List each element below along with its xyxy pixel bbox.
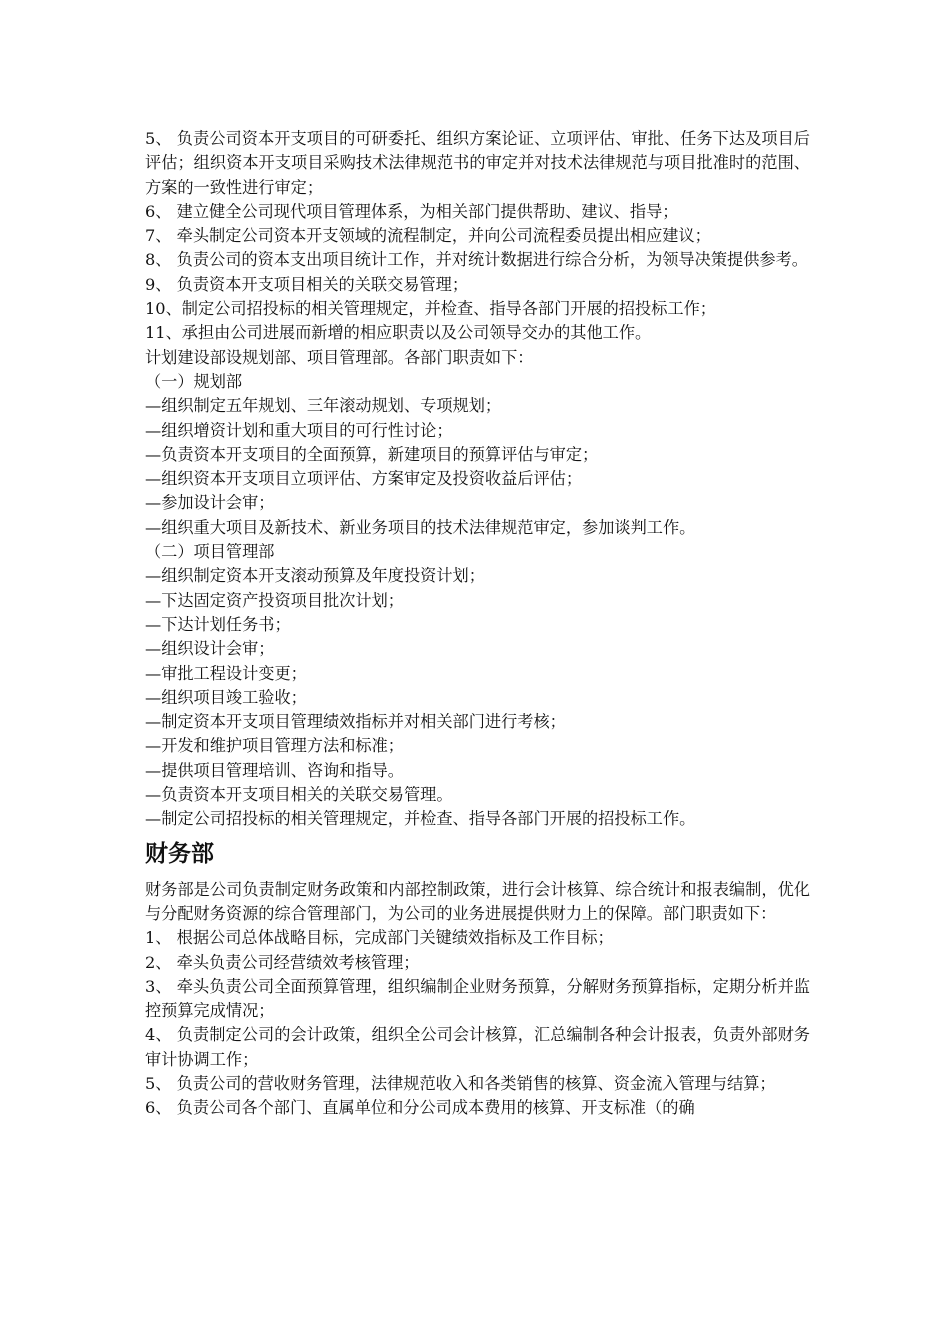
list-item: —组织增资计划和重大项目的可行性讨论； <box>145 420 453 440</box>
department-intro: 计划建设部设规划部、项目管理部。各部门职责如下： <box>145 347 534 367</box>
list-item: —审批工程设计变更； <box>145 663 307 683</box>
list-item: 3、 牵头负责公司全面预算管理，组织编制企业财务预算，分解财务预算指标，定期分析并监控预算完成情况； <box>145 976 810 1021</box>
list-item: 5、 负责公司资本开支项目的可研委托、组织方案论证、立项评估、审批、任务下达及项目后评估；组织资本开支项目采购技术法律规范书的审定并对技术法律规范与项目批准时的范围、方案的一致性进行审定； <box>145 129 810 197</box>
list-item: 6、 建立健全公司现代项目管理体系，为相关部门提供帮助、建议、指导； <box>145 201 679 221</box>
list-item: 1、 根据公司总体战略目标，完成部门关键绩效指标及工作目标； <box>145 928 614 948</box>
list-item: 6、 负责公司各个部门、直属单位和分公司成本费用的核算、开支标准（的确 <box>145 1098 695 1118</box>
list-item: —组织设计会审； <box>145 639 275 659</box>
list-item: —负责资本开支项目相关的关联交易管理。 <box>145 785 453 805</box>
subsection-title-project-management: （二）项目管理部 <box>145 542 275 562</box>
finance-intro: 财务部是公司负责制定财务政策和内部控制政策，进行会计核算、综合统计和报表编制，优化与分配财务资源的综合管理部门，为公司的业务进展提供财力上的保障。部门职责如下： <box>145 879 810 923</box>
list-item: 7、 牵头制定公司资本开支领域的流程制定，并向公司流程委员提出相应建议； <box>145 226 711 246</box>
list-item: 8、 负责公司的资本支出项目统计工作，并对统计数据进行综合分析，为领导决策提供参考。 <box>145 250 808 270</box>
list-item: —开发和维护项目管理方法和标准； <box>145 736 404 756</box>
list-item: 5、 负责公司的营收财务管理，法律规范收入和各类销售的核算、资金流入管理与结算； <box>145 1073 776 1093</box>
list-item: —组织项目竣工验收； <box>145 687 307 707</box>
list-item: —组织制定五年规划、三年滚动规划、专项规划； <box>145 396 502 416</box>
subsection-title-planning: （一）规划部 <box>145 371 243 391</box>
list-item: —下达固定资产投资项目批次计划； <box>145 590 404 610</box>
document-page <box>145 127 810 1121</box>
list-item: —参加设计会审； <box>145 493 275 513</box>
list-item: —提供项目管理培训、咨询和指导。 <box>145 760 404 780</box>
list-item: —组织制定资本开支滚动预算及年度投资计划； <box>145 566 485 586</box>
list-item: —制定资本开支项目管理绩效指标并对相关部门进行考核； <box>145 712 566 732</box>
list-item: —组织重大项目及新技术、新业务项目的技术法律规范审定，参加谈判工作。 <box>145 517 696 537</box>
list-item: 2、 牵头负责公司经营绩效考核管理； <box>145 952 420 972</box>
list-item: —负责资本开支项目的全面预算，新建项目的预算评估与审定； <box>145 444 599 464</box>
section-heading-finance: 财务部 <box>145 840 214 867</box>
list-item: 4、 负责制定公司的会计政策，组织全公司会计核算，汇总编制各种会计报表，负责外部财务审计协调工作； <box>145 1025 810 1069</box>
list-item: 10、制定公司招投标的相关管理规定，并检查、指导各部门开展的招投标工作； <box>145 299 716 319</box>
list-item: —组织资本开支项目立项评估、方案审定及投资收益后评估； <box>145 469 583 489</box>
list-item: 9、 负责资本开支项目相关的关联交易管理； <box>145 274 469 294</box>
list-item: —下达计划任务书； <box>145 614 291 634</box>
list-item: 11、承担由公司进展而新增的相应职责以及公司领导交办的其他工作。 <box>145 323 652 343</box>
list-item: —制定公司招投标的相关管理规定，并检查、指导各部门开展的招投标工作。 <box>145 809 696 829</box>
